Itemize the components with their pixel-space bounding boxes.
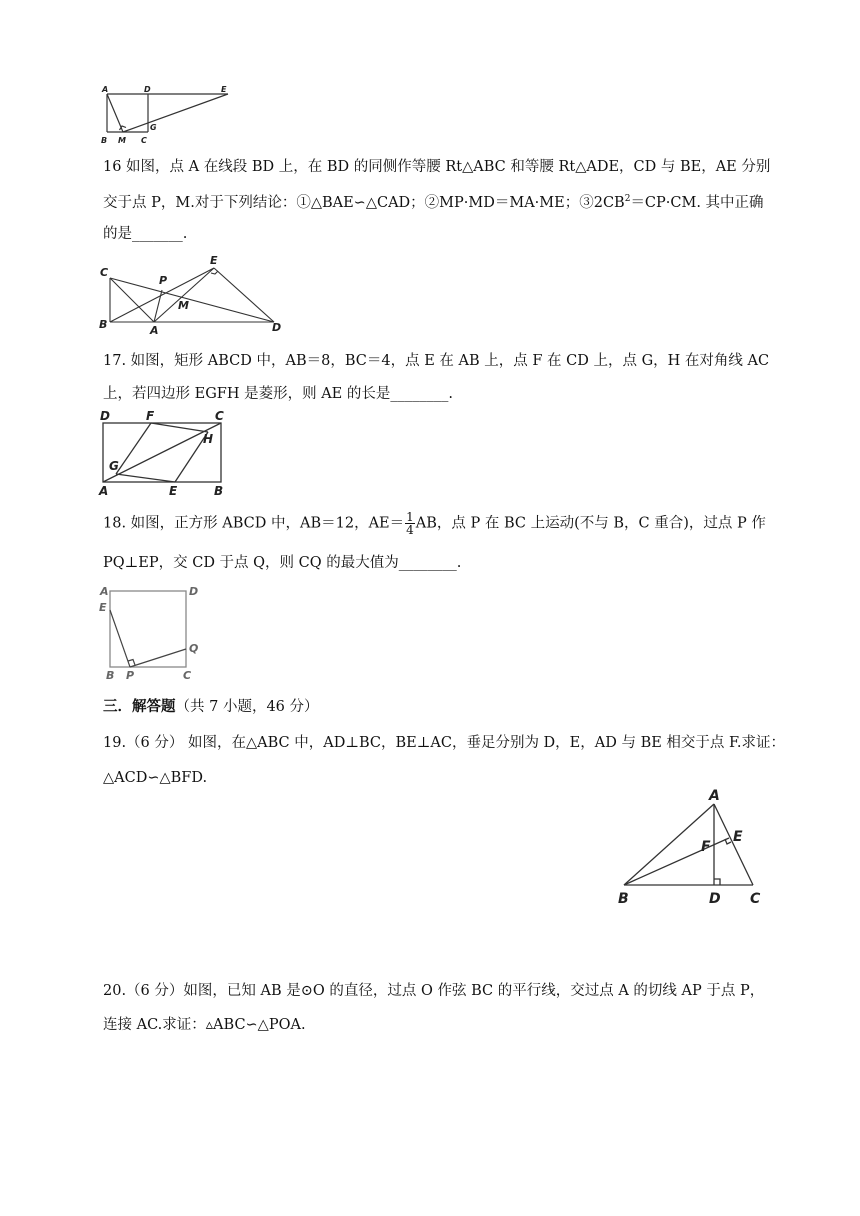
q16-line3: 的是_______. (103, 226, 188, 242)
label-H: H (203, 432, 214, 446)
label-A: A (100, 585, 109, 598)
label-E: E (169, 484, 178, 498)
fraction-denominator: 4 (406, 523, 414, 537)
label-C: C (141, 136, 147, 145)
q19-line1: 19.（6 分） 如图，在△ABC 中，AD⊥BC，BE⊥AC，垂足分别为 D，E，AD 与 BE 相交于点 F.求证： (103, 735, 785, 751)
label-B: B (99, 318, 108, 331)
fraction-numerator: 1 (406, 510, 414, 524)
figure-q19 (612, 784, 772, 910)
figure-q18 (96, 583, 208, 683)
label-F: F (701, 839, 711, 855)
q16-line1: 16 如图，点 A 在线段 BD 上，在 BD 的同侧作等腰 Rt△ABC 和等腰 Rt△ADE，CD 与 BE，AE 分别 (103, 159, 771, 175)
label-E: E (221, 85, 227, 94)
label-C: C (750, 891, 761, 907)
label-C: C (183, 669, 192, 682)
q20-line1: 20.（6 分）如图，已知 AB 是⊙O 的直径，过点 O 作弦 BC 的平行线，交过点 A 的切线 AP 于点 P， (103, 983, 765, 999)
label-D: D (144, 85, 151, 94)
label-A: A (102, 85, 109, 94)
label-C: C (215, 409, 224, 423)
label-C: C (100, 266, 109, 279)
label-D: D (709, 891, 721, 907)
label-M: M (118, 136, 126, 145)
q18-line1-a: 18. 如图，正方形 ABCD 中，AB＝12，AE＝ (103, 515, 405, 532)
q17-line1: 17. 如图，矩形 ABCD 中，AB＝8，BC＝4，点 E 在 AB 上，点 F 在 CD 上，点 G，H 在对角线 AC (103, 353, 770, 369)
label-A: A (99, 484, 109, 498)
label-P: P (159, 274, 168, 287)
label-B: B (101, 136, 108, 145)
q19-line2: △ACD∽△BFD. (103, 770, 208, 786)
figure-q16 (94, 252, 294, 336)
label-F: F (146, 409, 155, 423)
section-note: （共 7 小题，46 分） (175, 699, 319, 715)
q18-line2: PQ⊥EP，交 CD 于点 Q，则 CQ 的最大值为________. (103, 555, 462, 571)
q16-line2-a: 交于点 P，M.对于下列结论：①△BAE∽△CAD；②MP·MD＝MA·ME；③2CB (103, 194, 625, 211)
label-A: A (150, 324, 159, 336)
q18-line1 (103, 511, 766, 536)
q20-line2: 连接 AC.求证：▵ABC∽△POA. (103, 1017, 306, 1033)
figure-q17 (96, 406, 236, 500)
label-D: D (272, 321, 282, 334)
label-E: E (733, 829, 743, 845)
fraction-one-quarter (405, 511, 415, 536)
label-Q: Q (189, 642, 199, 655)
figure-q15 (100, 84, 240, 148)
section-heading (103, 697, 319, 717)
label-M: M (178, 299, 189, 312)
label-D: D (189, 585, 199, 598)
q16-line2-b: ＝CP·CM. 其中正确 (630, 194, 764, 211)
label-B: B (214, 484, 224, 498)
label-D: D (100, 409, 110, 423)
section-title: 三．解答题 (103, 698, 176, 715)
q18-line1-b: AB，点 P 在 BC 上运动(不与 B，C 重合)，过点 P 作 (415, 515, 766, 532)
q17-line2: 上，若四边形 EGFH 是菱形，则 AE 的长是________. (103, 386, 453, 402)
q16-line2 (103, 189, 764, 213)
label-A: A (709, 788, 720, 804)
label-G: G (150, 123, 157, 132)
q16-superscript: 2 (624, 194, 631, 204)
label-G: G (109, 459, 119, 473)
label-E: E (99, 601, 107, 614)
label-B: B (106, 669, 115, 682)
label-P: P (126, 669, 135, 682)
label-E: E (210, 254, 218, 267)
label-B: B (618, 891, 629, 907)
